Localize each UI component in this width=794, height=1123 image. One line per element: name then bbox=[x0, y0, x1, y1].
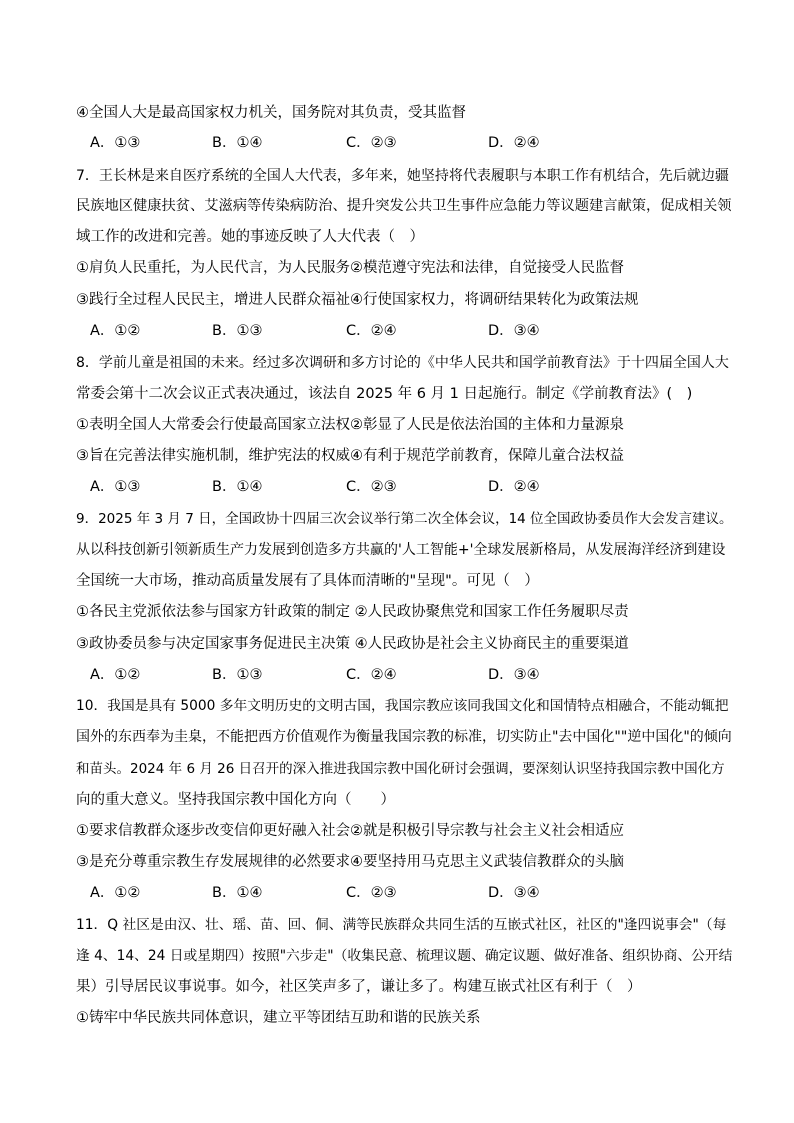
q9-stem-line-2: 从以科技创新引领新质生产力发展到创造多方共赢的'人工智能+'全球发展新格局，从发展海洋经济到建设 bbox=[76, 542, 726, 558]
q7-statements-1: ①肩负人民重托，为人民代言，为人民服务②模范遵守宪法和法律，自觉接受人民监督 bbox=[76, 260, 624, 276]
q7-option-b: B．①③ bbox=[212, 323, 263, 339]
q8-statements-1: ①表明全国人大常委会行使最高国家立法权②彰显了人民是依法治国的主体和力量源泉 bbox=[76, 417, 624, 433]
q10-statements-2: ③是充分尊重宗教生存发展规律的必然要求④要坚持用马克思主义武装信教群众的头脑 bbox=[76, 854, 624, 870]
q7-statements-2: ③践行全过程人民民主，增进人民群众福祉④行使国家权力，将调研结果转化为政策法规 bbox=[76, 292, 639, 308]
q10-stem-line-2: 国外的东西奉为圭臬，不能把西方价值观作为衡量我国宗教的标准，切实防止"去中国化""逆中国化"的倾向 bbox=[76, 729, 732, 745]
q9-option-d: D．③④ bbox=[488, 667, 540, 683]
q6-options bbox=[90, 133, 650, 153]
q10-stem-line-1: 10．我国是具有 5000 多年文明历史的文明古国，我国宗教应该同我国文化和国情特点相融合，不能动辄把 bbox=[76, 698, 729, 714]
q10-stem-line-3: 和苗头。2024 年 6 月 26 日召开的深入推进我国宗教中国化研讨会强调，要深刻认识坚持我国宗教中国化方 bbox=[76, 761, 725, 777]
q9-statements-1: ①各民主党派依法参与国家方针政策的制定 ②人民政协聚焦党和国家工作任务履职尽责 bbox=[76, 604, 629, 620]
q11-stem-line-3: 果）引导居民议事说事。如今，社区笑声多了，谦让多了。构建互嵌式社区有利于（ ） bbox=[76, 979, 642, 995]
q10-option-c: C．②③ bbox=[346, 885, 397, 901]
q11-stem-line-2: 逢 4、14、24 日或星期四）按照"六步走"（收集民意、梳理议题、确定议题、做好准备、组织协商、公开结 bbox=[76, 948, 733, 964]
q8-option-b: B．①④ bbox=[212, 479, 263, 495]
q6-option-d: D．②④ bbox=[488, 135, 540, 151]
q9-stem-line-3: 全国统一大市场，推动高质量发展有了具体而清晰的"呈现"。可见（ ） bbox=[76, 573, 539, 589]
q6-option-c: C．②③ bbox=[346, 135, 397, 151]
q7-option-c: C．②④ bbox=[346, 323, 397, 339]
q7-option-d: D．③④ bbox=[488, 323, 540, 339]
q8-option-d: D．②④ bbox=[488, 479, 540, 495]
q8-option-a: A．①③ bbox=[90, 479, 141, 495]
q6-option-b: B．①④ bbox=[212, 135, 263, 151]
q8-stem-line-1: 8．学前儿童是祖国的未来。经过多次调研和多方讨论的《中华人民共和国学前教育法》于十四届全国人大 bbox=[76, 355, 729, 371]
q10-option-a: A．①② bbox=[90, 885, 141, 901]
q10-stem-line-4: 向的重大意义。坚持我国宗教中国化方向（ ） bbox=[76, 792, 395, 808]
q8-option-c: C．②③ bbox=[346, 479, 397, 495]
q6-statement-4: ④全国人大是最高国家权力机关，国务院对其负责，受其监督 bbox=[76, 105, 466, 121]
q10-option-d: D．③④ bbox=[488, 885, 540, 901]
q11-stem-line-1: 11．Q 社区是由汉、壮、瑶、苗、回、侗、满等民族群众共同生活的互嵌式社区，社区的"逢四说事会"（每 bbox=[76, 917, 727, 933]
q7-stem-line-2: 民族地区健康扶贫、艾滋病等传染病防治、提升突发公共卫生事件应急能力等议题建言献策，促成相关领 bbox=[76, 198, 732, 214]
q10-statements-1: ①要求信教群众逐步改变信仰更好融入社会②就是积极引导宗教与社会主义社会相适应 bbox=[76, 823, 624, 839]
q9-stem-line-1: 9．2025 年 3 月 7 日，全国政协十四届三次会议举行第二次全体会议，14 位全国政协委员作大会发言建议。 bbox=[76, 511, 733, 527]
q9-option-b: B．①③ bbox=[212, 667, 263, 683]
q8-stem-line-2: 常委会第十二次会议正式表决通过，该法自 2025 年 6 月 1 日起施行。制定《学前教育法》( ) bbox=[76, 386, 693, 402]
q7-stem-line-3: 域工作的改进和完善。她的事迹反映了人大代表（ ） bbox=[76, 229, 424, 245]
q8-options bbox=[90, 477, 650, 497]
q10-option-b: B．①④ bbox=[212, 885, 263, 901]
q7-option-a: A．①② bbox=[90, 323, 141, 339]
q9-statements-2: ③政协委员参与决定国家事务促进民主决策 ④人民政协是社会主义协商民主的重要渠道 bbox=[76, 636, 629, 652]
q6-option-a: A．①③ bbox=[90, 135, 141, 151]
q11-statements-1: ①铸牢中华民族共同体意识，建立平等团结互助和谐的民族关系 bbox=[76, 1010, 481, 1026]
q8-statements-2: ③旨在完善法律实施机制，维护宪法的权威④有利于规范学前教育，保障儿童合法权益 bbox=[76, 448, 624, 464]
q9-option-c: C．②④ bbox=[346, 667, 397, 683]
q9-option-a: A．①② bbox=[90, 667, 141, 683]
q10-options bbox=[90, 883, 650, 903]
q7-stem-line-1: 7．王长林是来自医疗系统的全国人大代表，多年来，她坚持将代表履职与本职工作有机结合，先后就边疆 bbox=[76, 168, 729, 184]
q9-options bbox=[90, 665, 650, 685]
q7-options bbox=[90, 321, 650, 341]
